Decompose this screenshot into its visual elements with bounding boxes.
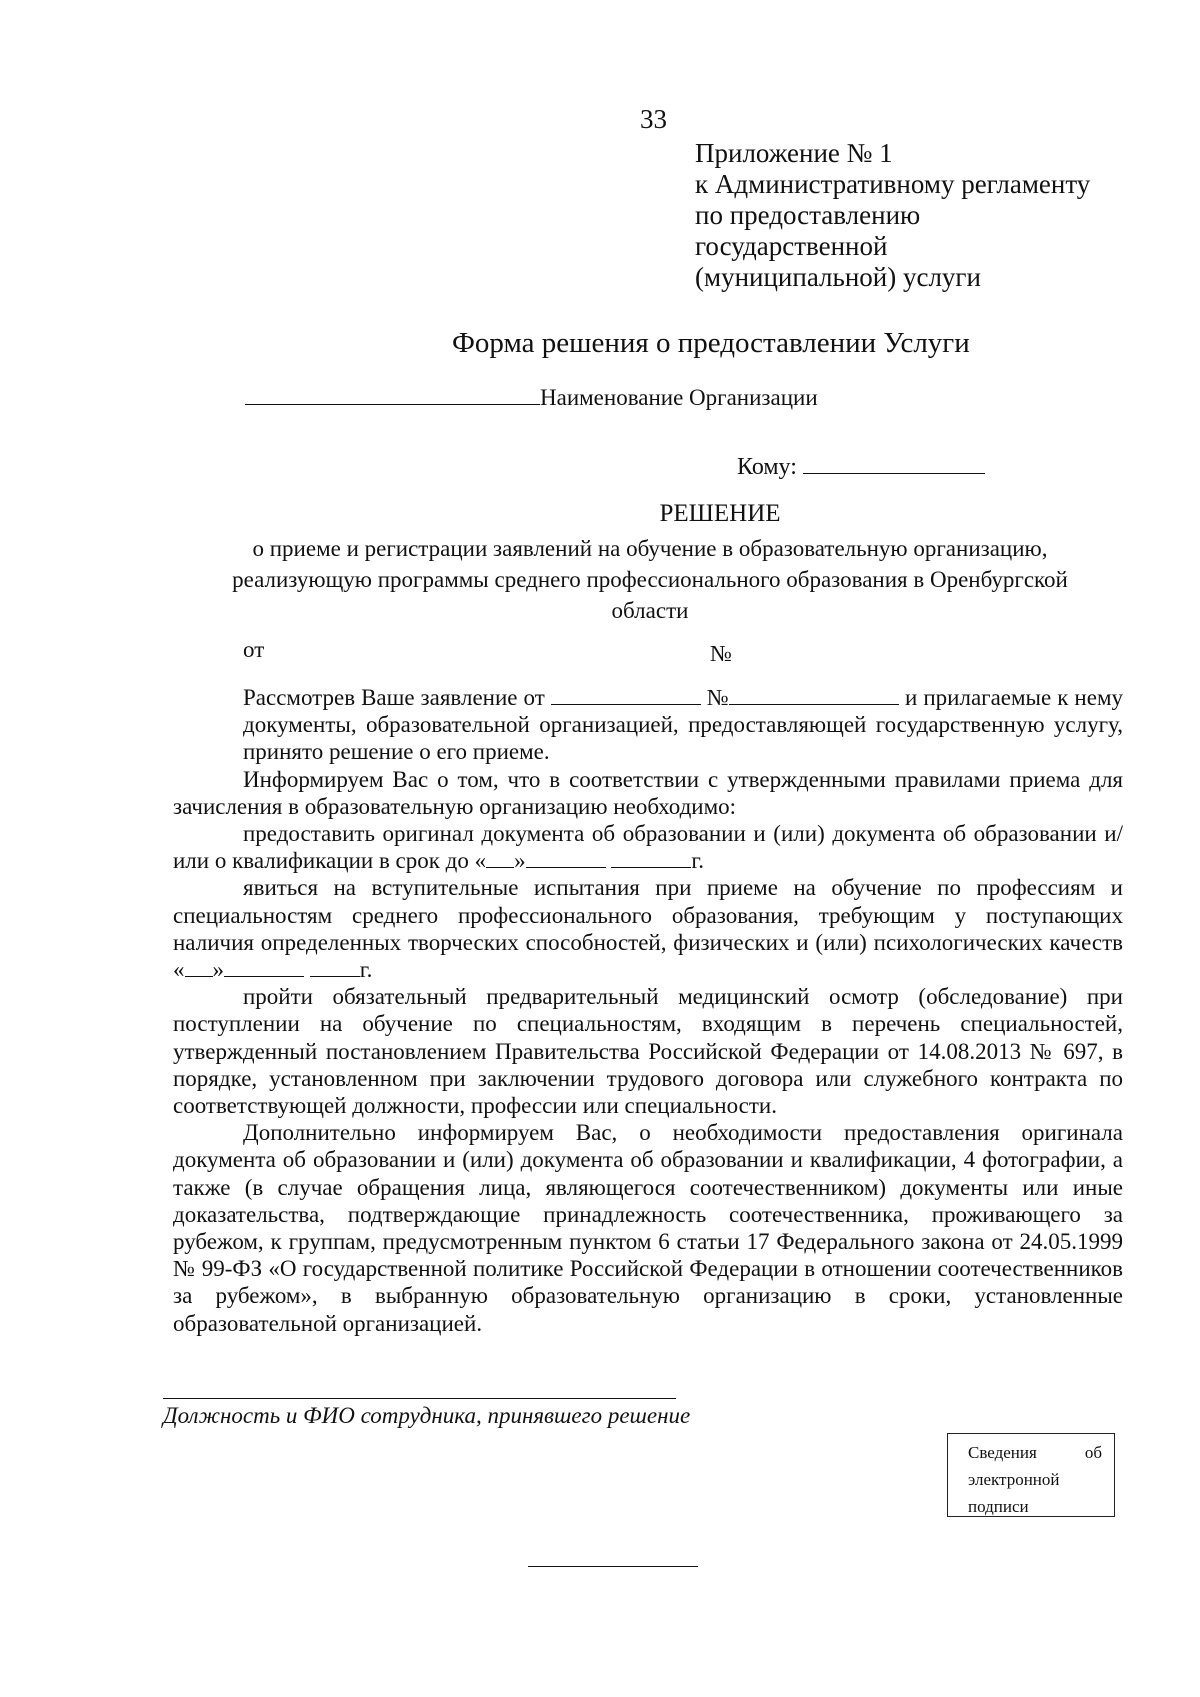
paragraph-entrance-exams (173, 874, 1123, 983)
year-suffix: г. (359, 957, 373, 983)
recipient-blank (803, 472, 985, 474)
organization-name-line (245, 385, 818, 411)
application-number-blank (729, 703, 899, 705)
page-number: 33 (640, 104, 667, 134)
appendix-line: (муниципальной) услуги (695, 262, 981, 292)
decision-body (173, 684, 1123, 1337)
paragraph-medical-exam: пройти обязательный предварительный медицинский осмотр (обследование) при поступлении на обучение по специальностям, входящим в перечень специальностей, утвержденный постановлением Правительства Российской Федерации от 14.08.2013 № 697, в порядке, установленном при заключении трудового договора или служебного контракта по соответствующей должности, профессии или специальности. (173, 984, 1123, 1119)
year-blank (310, 975, 360, 977)
paragraph-information: Информируем Вас о том, что в соответствии с утвержденными правилами приема для зачисления в образовательную организацию необходимо: (173, 766, 1123, 819)
end-divider (528, 1566, 698, 1567)
appendix-line: к Административному регламенту (695, 169, 1091, 199)
consideration-text: Рассмотрев Ваше заявление от (243, 685, 545, 710)
original-document-text: предоставить оригинал документа об образовании и (или) документа об образовании и/или о квалификации в срок до « (173, 821, 1123, 874)
appendix-line: Приложение № 1 (695, 138, 893, 168)
paragraph-original-document (173, 820, 1123, 874)
recipient-label: Кому: (737, 454, 797, 480)
date-from-label: от (243, 637, 265, 662)
paragraph-additional-info: Дополнительно информируем Вас, о необходимости предоставления оригинала документа об образовании и (или) документа об образовании и квалификации, 4 фотографии, а также (в случае обращения лица, являющегося соотечественником) документы или иные доказательства, подтверждающие принадлежность соотечественника, проживающего за рубежом, к группам, предусмотренным пунктом 6 статьи 17 Федерального закона от 24.05.1999 № 99-ФЗ «О государственной политике Российской Федерации в отношении соотечественников за рубежом», в выбранную образовательную организацию в сроки, установленные образовательной организацией. (173, 1120, 1123, 1336)
year-suffix: г. (691, 848, 704, 874)
form-title: Форма решения о предоставлении Услуги (452, 327, 970, 359)
signature-line (163, 1398, 676, 1399)
month-blank (224, 975, 304, 977)
application-date-blank (551, 703, 701, 705)
day-blank (486, 866, 514, 868)
signature-caption: Должность и ФИО сотрудника, принявшего решение (163, 1403, 691, 1428)
appendix-line: по предоставлению (695, 200, 921, 230)
entrance-exams-text: явиться на вступительные испытания при приеме на обучение по профессиям и специальностям среднего профессионального образования, требующим у поступающих наличия определенных творческих способностей, физических и (или) психологических качеств « (173, 875, 1123, 983)
paragraph-consideration (173, 684, 1123, 766)
appendix-header (695, 138, 1090, 293)
decision-title: РЕШЕНИЕ (659, 500, 781, 527)
quote-close: » (514, 848, 526, 874)
quote-close: » (212, 957, 224, 983)
document-number-label: № (710, 641, 732, 666)
electronic-signature-box: Сведения об электронной подписи (947, 1433, 1115, 1517)
organization-name-blank (245, 403, 540, 405)
month-blank (526, 866, 606, 868)
appendix-line: государственной (695, 231, 888, 261)
organization-name-label: Наименование Организации (540, 385, 818, 410)
application-number-label: № (706, 685, 730, 710)
year-blank (611, 866, 691, 868)
consideration-text: и прилагаемые к нему документы, образовательной организацией, предоставляющей государственную услугу, принято решение о его приеме. (243, 685, 1123, 765)
day-blank (185, 975, 213, 977)
decision-subtitle: о приеме и регистрации заявлений на обучение в образовательную организацию, реализующую программы среднего профессионального образования в Оренбургской области (232, 536, 1068, 623)
recipient-line (737, 454, 985, 481)
